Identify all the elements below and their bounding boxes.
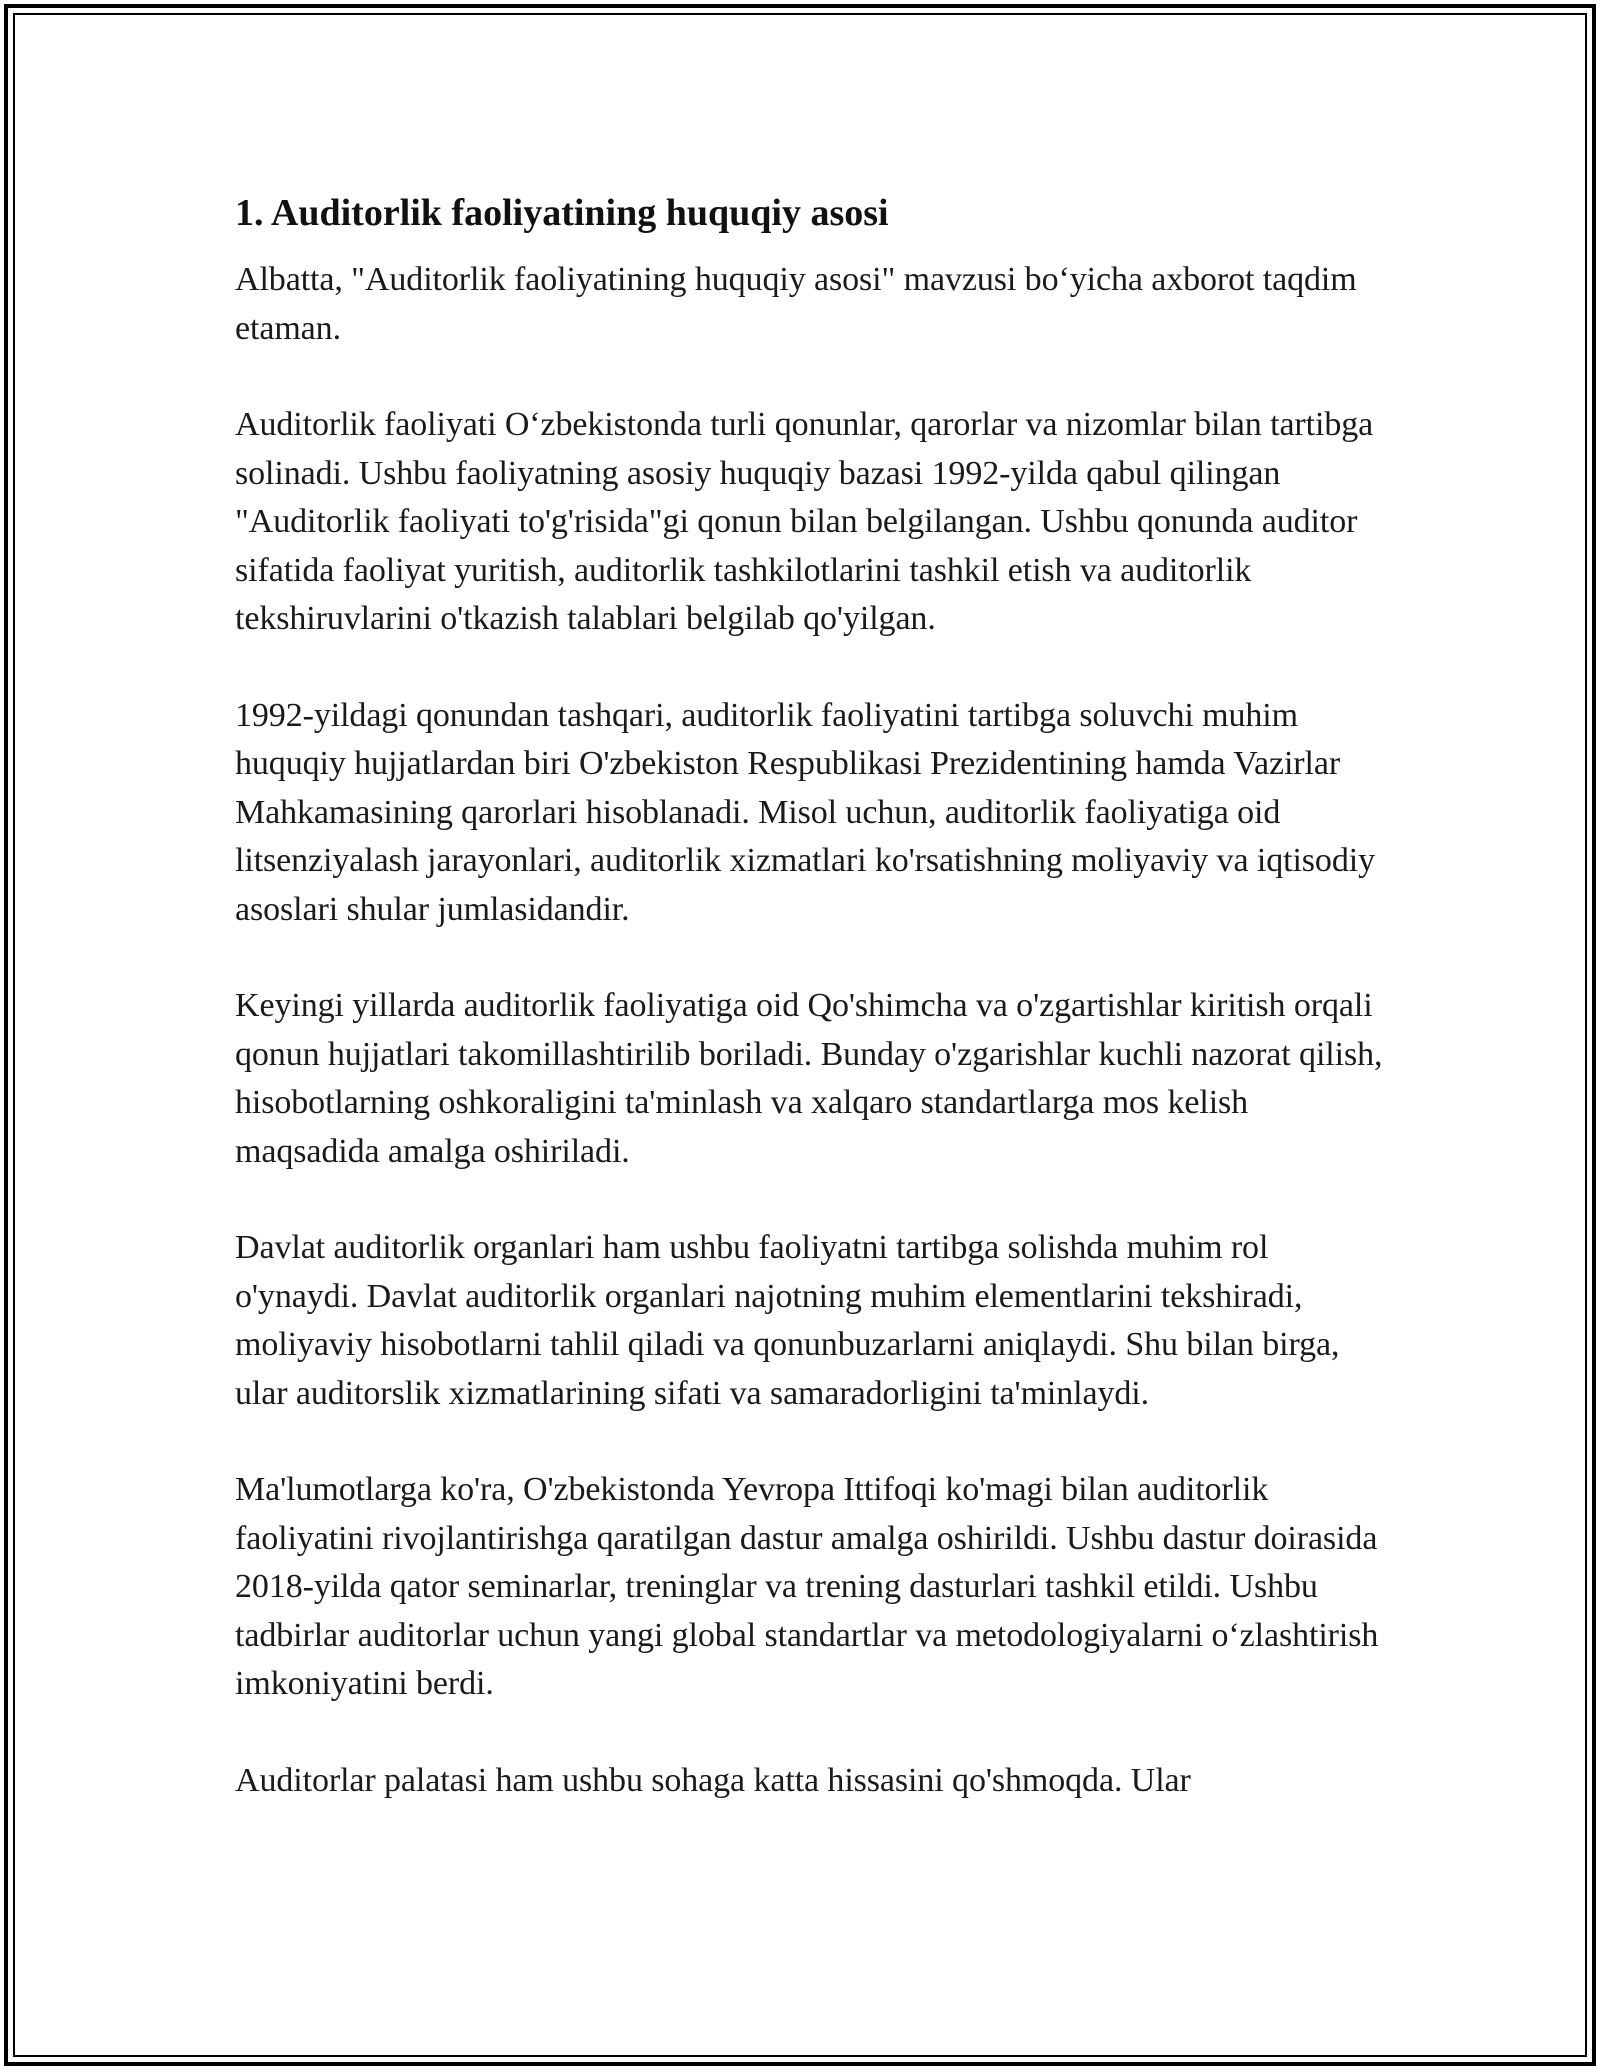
document-body	[235, 188, 1385, 1805]
section-heading: 1. Auditorlik faoliyatining huquqiy asosi	[235, 192, 889, 234]
paragraph-state-audit: Davlat auditorlik organlari ham ushbu faoliyatni tartibga solishda muhim rol o'ynaydi. Davlat auditorlik organlari najotning muhim elementlarini tekshiradi, moliyaviy hisobotlarni tahlil qiladi va qonunbuzarlarni aniqlaydi. Shu bilan birga, ular auditorslik xizmatlarining sifati va samaradorligini ta'minlaydi.	[235, 1229, 1340, 1412]
paragraph-decrees: 1992-yildagi qonundan tashqari, auditorlik faoliyatini tartibga soluvchi muhim huquqiy hujjatlardan biri O'zbekiston Respublikasi Prezidentining hamda Vazirlar Mahkamasining qarorlari hisoblanadi. Misol uchun, auditorlik faoliyatiga oid litsenziyalash jarayonlari, auditorlik xizmatlari ko'rsatishning moliyaviy va iqtisodiy asoslari shular jumlasidandir.	[235, 696, 1375, 928]
paragraph-legal-basis: Auditorlik faoliyati O‘zbekistonda turli qonunlar, qarorlar va nizomlar bilan tartibga solinadi. Ushbu faoliyatning asosiy huquqiy bazasi 1992-yilda qabul qilingan "Auditorlik faoliyati to'g'risida"gi qonun bilan belgilangan. Ushbu qonunda auditor sifatida faoliyat yuritish, auditorlik tashkilotlarini tashkil etish va auditorlik tekshiruvlarini o'tkazish talablari belgilab qo'yilgan.	[235, 406, 1374, 637]
paragraph-intro: Albatta, "Auditorlik faoliyatining huquqiy asosi" mavzusi bo‘yicha axborot taqdim etaman.	[235, 261, 1357, 347]
paragraph-amendments: Keyingi yillarda auditorlik faoliyatiga oid Qo'shimcha va o'zgartishlar kiritish orqali qonun hujjatlari takomillashtirilib boriladi. Bunday o'zgarishlar kuchli nazorat qilish, hisobotlarning oshkoraligini ta'minlash va xalqaro standartlarga mos kelish maqsadida amalga oshiriladi.	[235, 987, 1383, 1170]
paragraph-eu-program: Ma'lumotlarga ko'ra, O'zbekistonda Yevropa Ittifoqi ko'magi bilan auditorlik faoliyatini rivojlantirishga qaratilgan dastur amalga oshirildi. Ushbu dastur doirasida 2018-yilda qator seminarlar, treninglar va trening dasturlari tashkil etildi. Ushbu tadbirlar auditorlar uchun yangi global standartlar va metodologiyalarni o‘zlashtirish imkoniyatini berdi.	[235, 1471, 1379, 1702]
paragraph-chamber: Auditorlar palatasi ham ushbu sohaga katta hissasini qo'shmoqda. Ular	[235, 1761, 1191, 1799]
